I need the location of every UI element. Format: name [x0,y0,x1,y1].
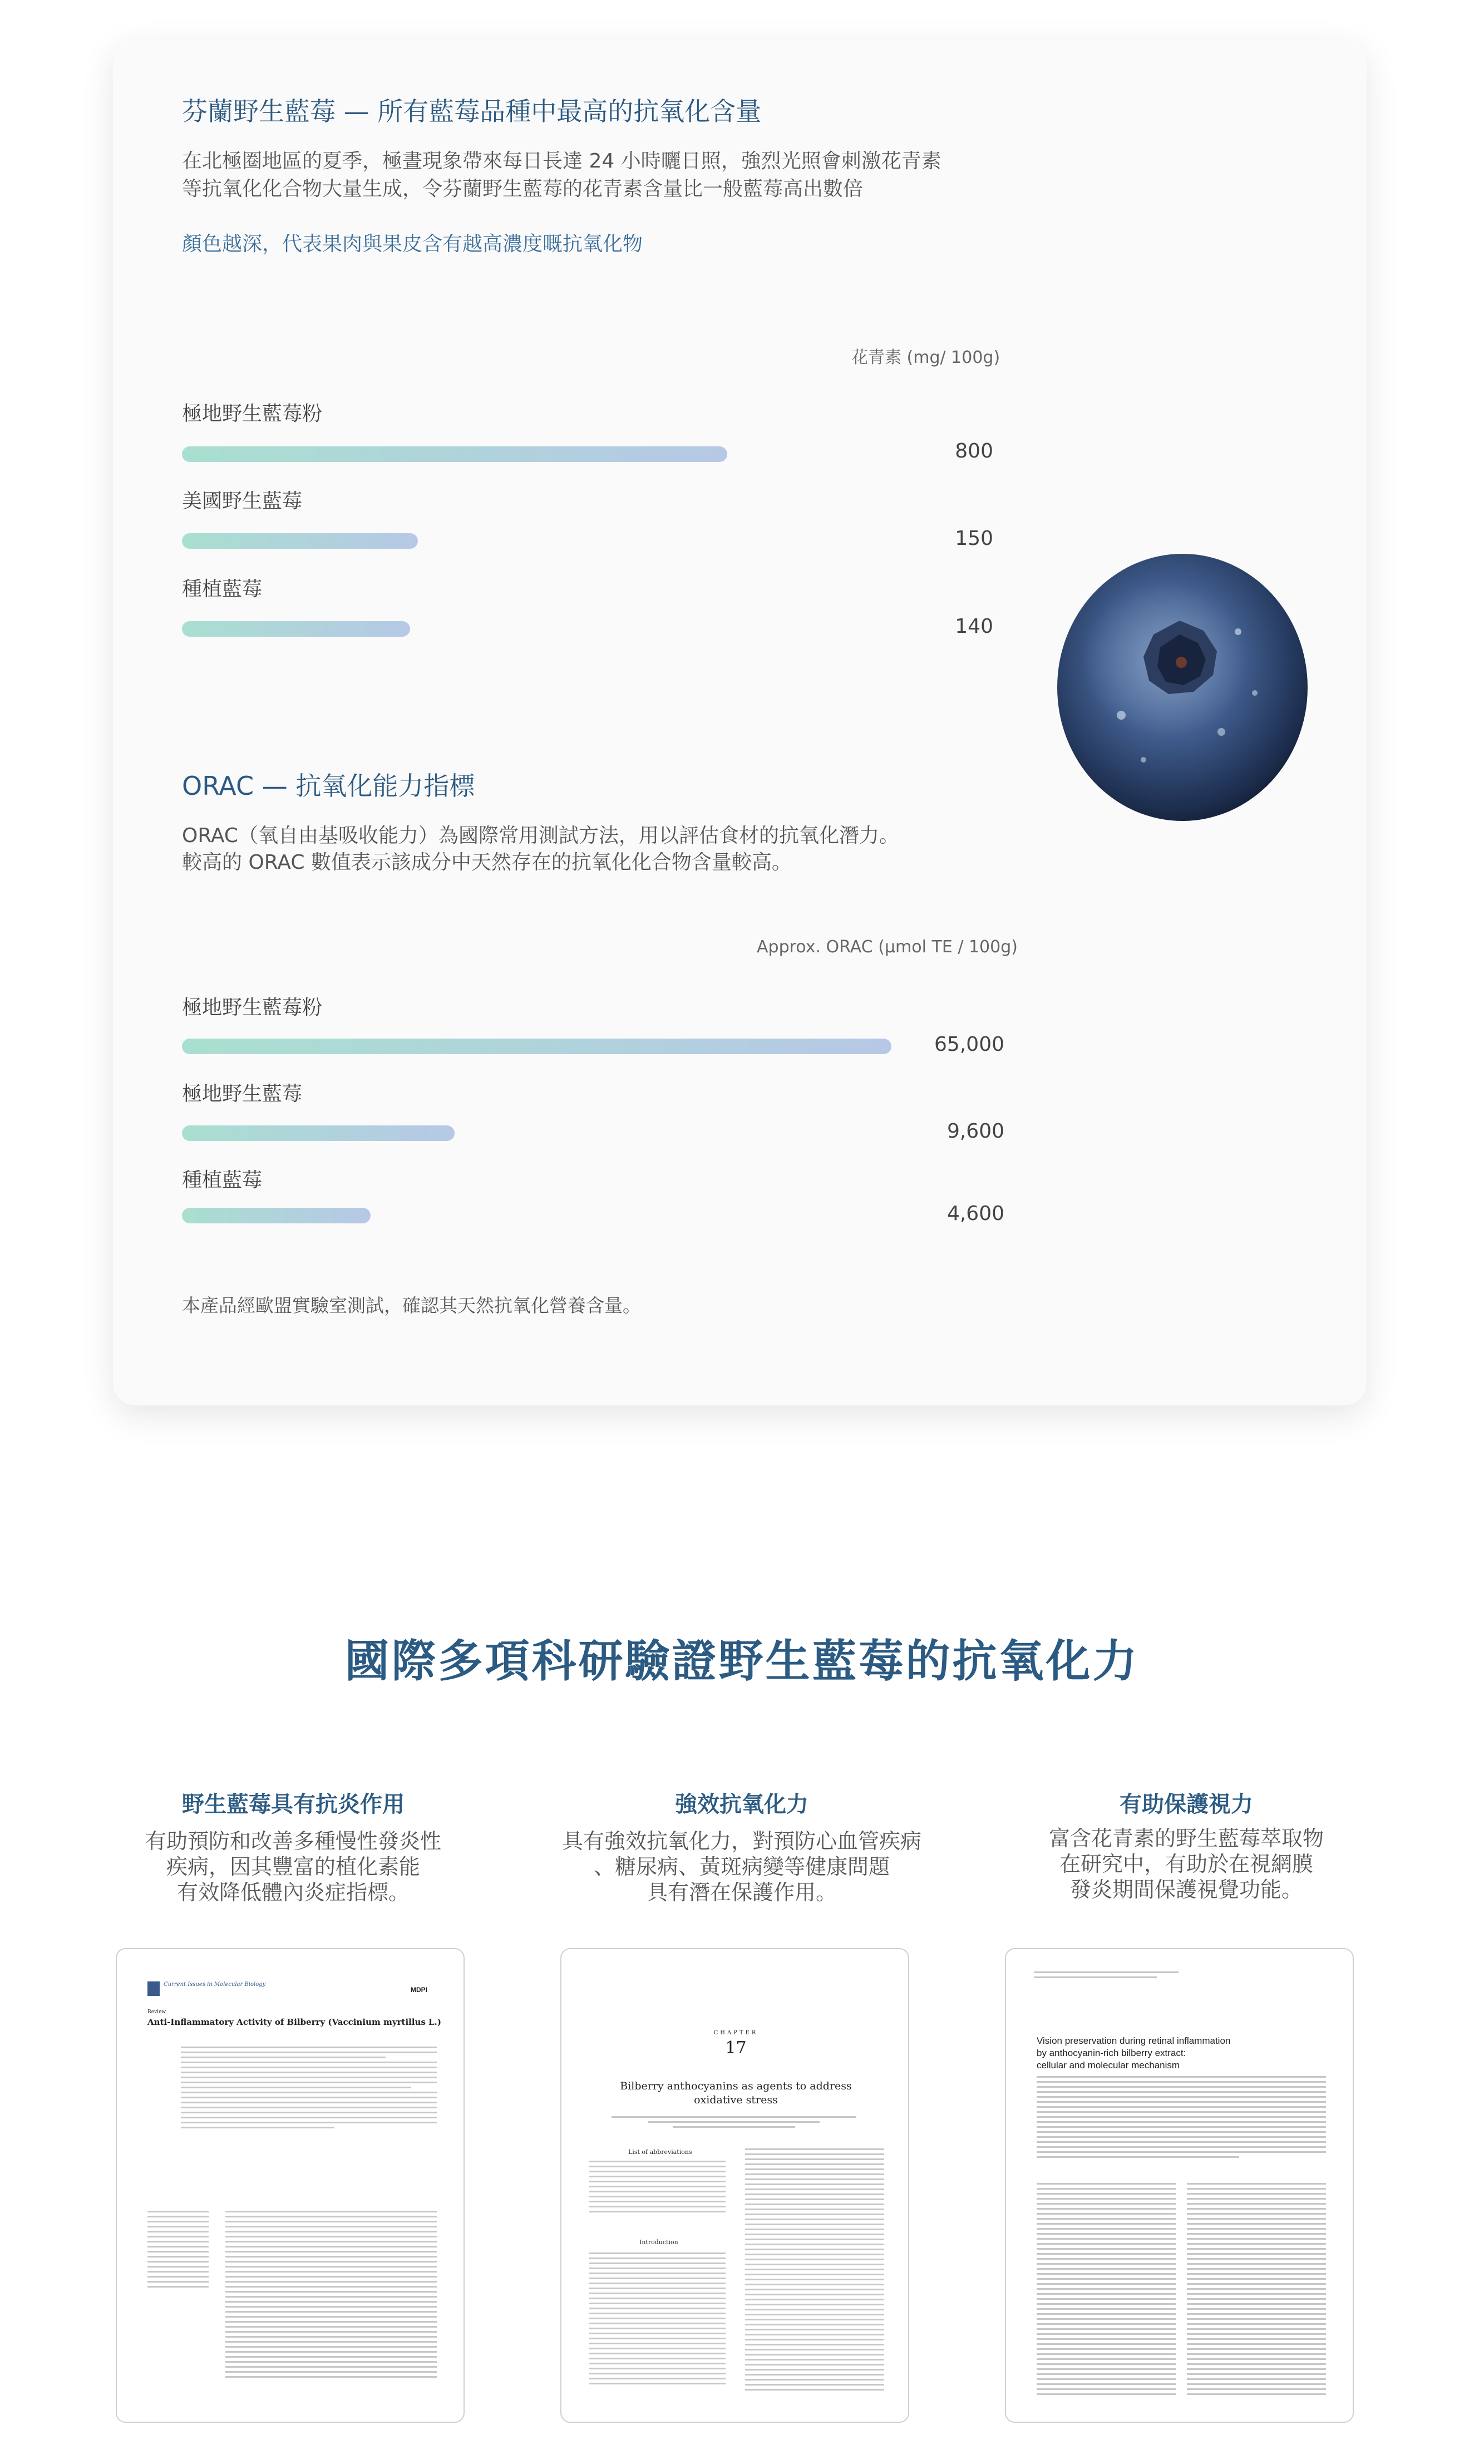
paper-title-line: oxidative stress [694,2094,778,2106]
research-col-line: 發炎期間保護視覺功能。 [1069,1877,1303,1902]
blueberry-image [1054,548,1310,827]
wild-section-para-2: 等抗氧化化合物大量生成，令芬蘭野生藍莓的花青素含量比一般藍莓高出數倍 [182,178,864,200]
anthocyanin-row-label: 美國野生藍莓 [182,490,303,513]
orac-row-value: 65,000 [934,1033,1004,1056]
paper-publisher: MDPI [411,1986,427,1994]
anthocyanin-bar [182,533,418,549]
paper-journal: Current Issues in Molecular Biology [164,1981,266,1988]
research-title: 國際多項科研驗證野生藍莓的抗氧化力 [344,1635,1140,1687]
research-paper-thumbnail[interactable] [1005,1948,1354,2423]
paper-sidebar-lines [147,2211,209,2291]
research-col-title: 野生藍莓具有抗炎作用 [182,1792,405,1817]
anthocyanin-row-label: 種植藍莓 [182,578,263,601]
paper-body-lines [181,2047,437,2132]
paper-column-lines [745,2148,884,2394]
orac-row-label: 種植藍莓 [182,1169,263,1192]
anthocyanin-unit: 花青素 (mg/ 100g) [851,348,1000,367]
orac-row-label: 極地野生藍莓 [182,1083,303,1105]
paper-intro-heading: Introduction [639,2239,678,2246]
research-paper-thumbnail[interactable] [560,1948,909,2423]
anthocyanin-row-label: 極地野生藍莓粉 [182,402,323,425]
paper-column-lines [1037,2183,1176,2398]
paper-abbrev-heading: List of abbreviations [628,2148,692,2156]
paper-title-line: Vision preservation during retinal inflammation [1037,2035,1231,2046]
paper-column-lines [225,2211,437,2381]
paper-column-lines [1187,2183,1326,2398]
orac-section-title: ORAC — 抗氧化能力指標 [182,771,475,801]
research-col-title: 有助保護視力 [1120,1792,1253,1817]
research-col-title: 強效抗氧化力 [675,1792,808,1817]
paper-chapter-label: CHAPTER [713,2030,758,2036]
anthocyanin-row-value: 150 [955,527,993,550]
research-col-line: 在研究中，有助於在視網膜 [1059,1852,1313,1876]
orac-row-value: 9,600 [946,1120,1004,1143]
lab-test-footnote: 本產品經歐盟實驗室測試，確認其天然抗氧化營養含量。 [182,1295,641,1316]
research-col-line: 有助預防和改善多種慢性發炎性 [145,1829,441,1853]
anthocyanin-row-value: 140 [955,615,993,638]
orac-bar [182,1208,371,1223]
research-col-line: 有效降低體內炎症指標。 [176,1880,410,1905]
paper-chapter-number: 17 [725,2038,747,2058]
research-col-line: 具有潛在保護作用。 [646,1880,837,1905]
orac-unit: Approx. ORAC (μmol TE / 100g) [757,937,1018,957]
paper-header-lines [1034,1971,1179,1981]
anthocyanin-row-value: 800 [955,440,993,463]
research-col-line: 、糖尿病、黃斑病變等健康問題 [593,1855,890,1879]
orac-bar [182,1039,891,1054]
paper-title-line: Bilberry anthocyanins as agents to address [620,2080,852,2092]
orac-row-value: 4,600 [946,1202,1004,1225]
wild-section-title: 芬蘭野生藍莓 — 所有藍莓品種中最高的抗氧化含量 [182,96,762,126]
paper-title-line: by anthocyanin-rich bilberry extract: [1037,2048,1186,2058]
orac-section-para-1: ORAC（氧自由基吸收能力）為國際常用測試方法，用以評估食材的抗氧化潛力。 [182,824,900,847]
anthocyanin-bar [182,446,727,462]
orac-row-label: 極地野生藍莓粉 [182,996,323,1019]
paper-title: Anti-Inflammatory Activity of Bilberry (Vaccinium myrtillus L.) [147,2017,441,2027]
research-col-line: 具有強效抗氧化力，對預防心血管疾病 [561,1829,921,1853]
wild-section-accent: 顏色越深，代表果肉與果皮含有越高濃度嘅抗氧化物 [182,233,643,255]
paper-abstract-lines [1037,2076,1326,2161]
orac-section-para-2: 較高的 ORAC 數值表示該成分中天然存在的抗氧化化合物含量較高。 [182,851,792,874]
paper-abbrev-lines [589,2161,726,2216]
journal-logo-icon [147,1981,160,1996]
paper-column-lines [589,2252,726,2388]
research-col-line: 富含花青素的野生藍莓萃取物 [1048,1826,1324,1851]
wild-section-para-1: 在北極圈地區的夏季，極晝現象帶來每日長達 24 小時曬日照，強烈光照會刺激花青素 [182,150,941,173]
paper-title-line: cellular and molecular mechanism [1037,2060,1180,2070]
research-col-line: 疾病，因其豐富的植化素能 [166,1855,420,1879]
anthocyanin-bar [182,621,410,637]
paper-type: Review [147,2009,166,2015]
paper-author-lines [612,2116,856,2131]
research-paper-thumbnail[interactable] [116,1948,465,2423]
orac-bar [182,1125,455,1141]
